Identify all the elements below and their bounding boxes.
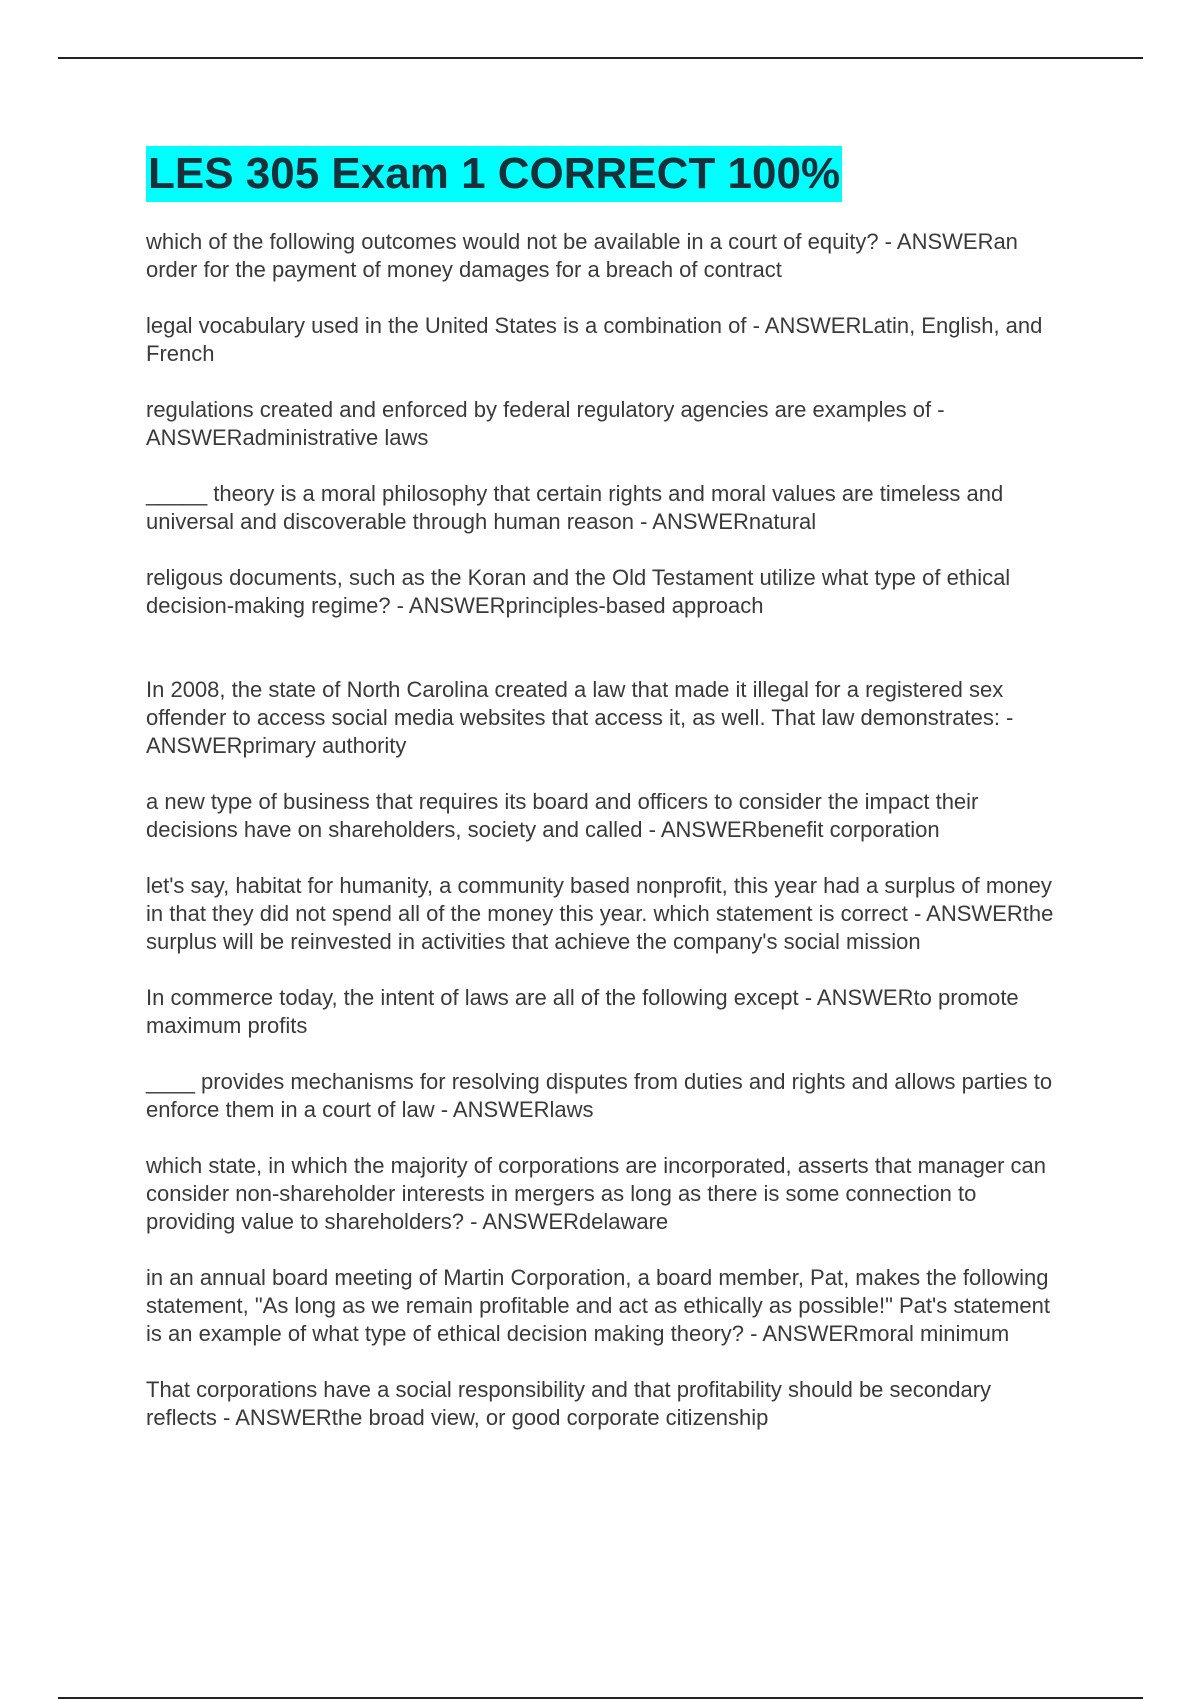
document-body bbox=[146, 146, 1066, 1460]
qa-item: religous documents, such as the Koran and the Old Testament utilize what type of ethical decision-making regime? - ANSWERprinciples-based approach bbox=[146, 565, 1011, 618]
footer-rule bbox=[58, 1697, 1143, 1699]
qa-item: That corporations have a social responsibility and that profitability should be secondary reflects - ANSWERthe broad view, or good corporate citizenship bbox=[146, 1377, 992, 1430]
qa-item: which state, in which the majority of corporations are incorporated, asserts that manager can consider non-shareholder interests in mergers as long as there is some connection to providing value to shareholders? - ANSWERdelaware bbox=[146, 1153, 1047, 1234]
qa-item: ____ provides mechanisms for resolving disputes from duties and rights and allows parties to enforce them in a court of law - ANSWERlaws bbox=[146, 1069, 1053, 1122]
qa-item: let's say, habitat for humanity, a community based nonprofit, this year had a surplus of money in that they did not spend all of the money this year. which statement is correct - ANSWERthe surplus will be reinvested in activities that achieve the company's social mission bbox=[146, 873, 1054, 954]
qa-item: In 2008, the state of North Carolina created a law that made it illegal for a registered sex offender to access social media websites that access it, as well. That law demonstrates: - ANSWERprimary authority bbox=[146, 677, 1014, 758]
qa-item: _____ theory is a moral philosophy that certain rights and moral values are timeless and universal and discoverable through human reason - ANSWERnatural bbox=[146, 481, 1004, 534]
document-title: LES 305 Exam 1 CORRECT 100% bbox=[146, 146, 842, 202]
qa-item: regulations created and enforced by federal regulatory agencies are examples of - ANSWERadministrative laws bbox=[146, 397, 945, 450]
qa-item: In commerce today, the intent of laws are all of the following except - ANSWERto promote maximum profits bbox=[146, 985, 1019, 1038]
qa-list bbox=[146, 228, 1066, 1432]
qa-item: a new type of business that requires its board and officers to consider the impact their decisions have on shareholders, society and called - ANSWERbenefit corporation bbox=[146, 789, 979, 842]
qa-item: in an annual board meeting of Martin Corporation, a board member, Pat, makes the following statement, "As long as we remain profitable and act as ethically as possible!" Pat's statement is an example of what type of ethical decision making theory? - ANSWERmoral minimum bbox=[146, 1265, 1050, 1346]
title-container bbox=[146, 146, 1066, 202]
qa-item: which of the following outcomes would not be available in a court of equity? - ANSWERan order for the payment of money damages for a breach of contract bbox=[146, 229, 1018, 282]
header-rule bbox=[58, 57, 1143, 59]
qa-item: legal vocabulary used in the United States is a combination of - ANSWERLatin, English, and French bbox=[146, 313, 1043, 366]
